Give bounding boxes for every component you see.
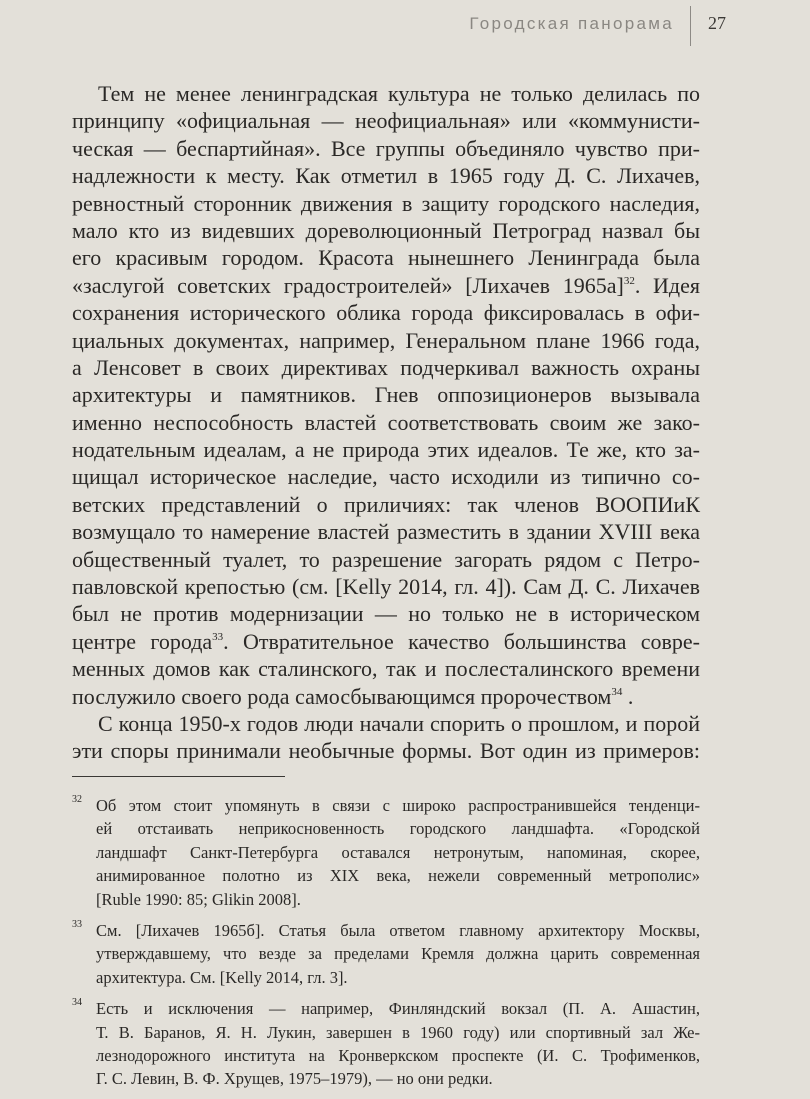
footnote-line: анимированное полотно из XIX века, нежели современный метрополис» xyxy=(96,866,700,886)
text-line: сохранения исторического облика города фиксировалась в офи- xyxy=(72,300,700,326)
text-line: менных домов как сталинского, так и послесталинского времени xyxy=(72,656,700,682)
text-line: а Ленсовет в своих директивах подчеркивал важность охраны xyxy=(72,354,700,380)
footnotes xyxy=(72,794,700,1099)
footnote-separator xyxy=(72,776,285,777)
footnote-line: Об этом стоит упомянуть в связи с широко распространившейся тенденци- xyxy=(96,796,700,815)
footnote-line: Есть и исключения — например, Финляндский вокзал (П. А. Ашастин, xyxy=(96,999,700,1019)
footnote-line: Т. В. Баранов, Я. Н. Лукин, завершен в 1960 году) или спортивный зал Же- xyxy=(96,1022,700,1042)
text-line: мало кто из видевших дореволюционный Петроград назвал бы xyxy=(72,217,700,243)
text-line: павловской крепостью (см. [Kelly 2014, гл. 4]). Сам Д. С. Лихачев xyxy=(72,574,700,600)
footnote-line: архитектура. См. [Kelly 2014, гл. 3]. xyxy=(96,967,348,987)
footnote-line: лезнодорожного института на Кронверкском проспекте (И. С. Трофименков, xyxy=(96,1045,700,1065)
text-line: ветских представлений о приличиях: так членов ВООПИиК xyxy=(72,491,700,517)
text-line: «заслугой советских градостроителей» [Лихачев 1965a]$^{32}$. Идея xyxy=(72,272,700,298)
footnote-ref-33[interactable]: 33 xyxy=(212,630,224,643)
footnote-number: 32 xyxy=(72,794,82,805)
text-line: возмущало то намерение властей разместить в здании XVIII века xyxy=(72,519,700,545)
footnote-line: ей отстаивать неприкосновенность городского ландшафта. «Городской xyxy=(96,819,700,839)
text-line: эти споры принимали необычные формы. Вот один из примеров: xyxy=(72,738,700,764)
footnote-ref-32[interactable]: 32 xyxy=(623,274,635,287)
text-line: Тем не менее ленинградская культура не только делилась по xyxy=(98,81,700,106)
footnote-line: ландшафт Санкт-Петербурга оставался нетронутым, напоминая, скорее, xyxy=(96,842,700,862)
footnote-number: 33 xyxy=(72,918,82,930)
text-line: циальных документах, например, Генеральном плане 1966 года, xyxy=(72,327,700,353)
footnote-line: утверждавшему, что везде за пределами Кремля должна царить современная xyxy=(96,944,700,964)
text-line: щищал историческое наследие, часто исходили из типично со- xyxy=(72,464,700,490)
footnote-34 xyxy=(72,997,700,1091)
running-header-title: Городская панорама xyxy=(469,14,674,33)
header-divider xyxy=(690,6,691,46)
footnote-ref-34[interactable]: 34 xyxy=(611,685,623,698)
text-line: центре города$^{33}$. Отвратительное качество большинства совре- xyxy=(72,628,700,654)
footnote-line: [Ruble 1990: 85; Glikin 2008]. xyxy=(96,889,301,909)
text-line: ческая — беспартийная». Все группы объединяло чувство при- xyxy=(72,135,700,161)
footnote-line: Г. С. Левин, В. Ф. Хрущев, 1975–1979), — но они редки. xyxy=(96,1069,493,1089)
text-line: нодательным идеалам, а не природа этих идеалов. Те же, кто за- xyxy=(72,437,700,463)
footnote-line: См. [Лихачев 1965б]. Статья была ответом главному архитектору Москвы, xyxy=(96,920,700,940)
text-line: ревностный сторонник движения в защиту городского наследия, xyxy=(72,190,700,216)
text-line: именно неспособность властей соответствовать своим же зако- xyxy=(72,409,700,435)
text-line: С конца 1950-х годов люди начали спорить о прошлом, и порой xyxy=(98,710,700,736)
text-line: его красивым городом. Красота нынешнего Ленинграда была xyxy=(72,245,700,271)
footnote-32 xyxy=(72,794,700,911)
text-line: общественный туалет, то разрешение загорать рядом с Петро- xyxy=(72,546,700,572)
paragraph-1 xyxy=(72,80,700,710)
footnote-33 xyxy=(72,919,700,989)
page-number: 27 xyxy=(708,13,726,33)
text-line: надлежности к месту. Как отметил в 1965 году Д. С. Лихачев, xyxy=(72,163,700,189)
text-line: был не против модернизации — но только не в историческом xyxy=(72,601,700,627)
main-text xyxy=(72,80,700,765)
footnote-number: 34 xyxy=(72,997,82,1009)
text-line: послужило своего рода самосбывающимся пророчеством$^{34}$ . xyxy=(72,683,634,709)
text-line: принципу «официальная — неофициальная» или «коммунисти- xyxy=(72,108,700,134)
paragraph-2 xyxy=(72,710,700,765)
text-line: архитектуры и памятников. Гнев оппозиционеров вызывала xyxy=(72,382,700,408)
